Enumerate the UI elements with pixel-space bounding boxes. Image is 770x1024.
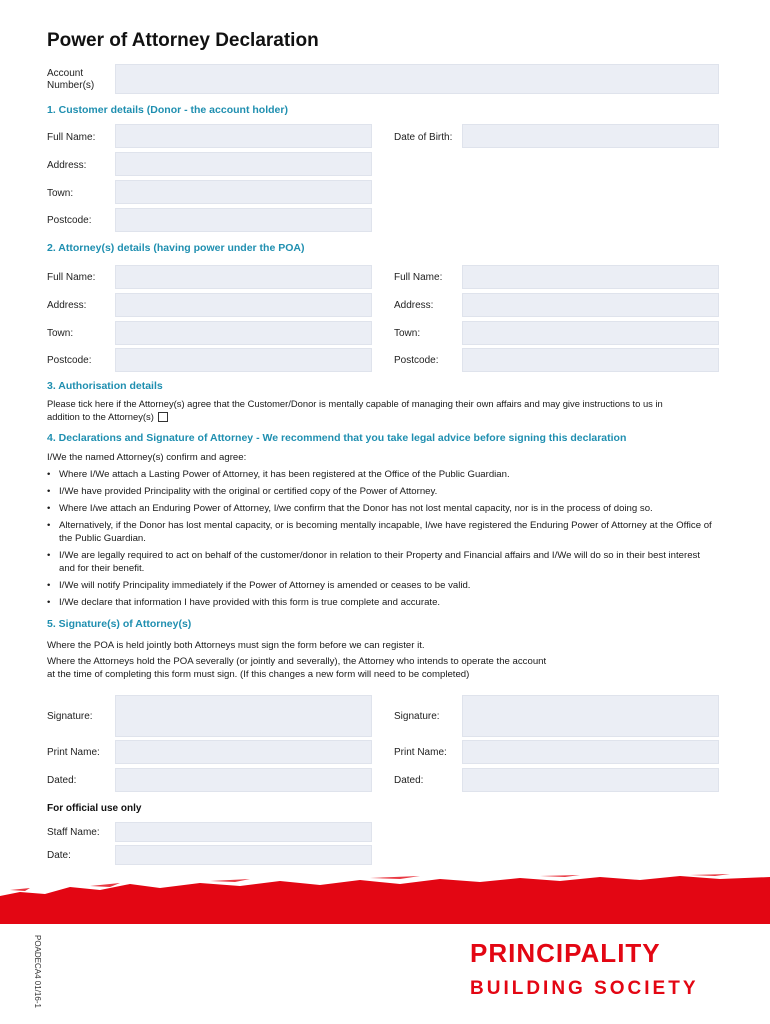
section5-heading: 5. Signature(s) of Attorney(s): [47, 618, 192, 630]
declaration-item: • I/We will notify Principality immediately if the Power of Attorney is amended or ceases to be valid.: [47, 579, 717, 592]
attorney1-postcode-label: Postcode:: [47, 355, 92, 366]
official-date-input[interactable]: [115, 845, 372, 865]
section2-heading: 2. Attorney(s) details (having power under the POA): [47, 242, 305, 254]
declaration-item: • I/We have provided Principality with the original or certified copy of the Power of Attorney.: [47, 485, 717, 498]
red-brush-band: [0, 872, 770, 924]
donor-town-input[interactable]: [115, 180, 372, 204]
donor-full-name-label: Full Name:: [47, 132, 96, 143]
page-title: Power of Attorney Declaration: [47, 30, 319, 51]
attorney2-print-name-label: Print Name:: [394, 747, 447, 758]
attorney1-dated-label: Dated:: [47, 775, 77, 786]
form-code: POADECA4 01/16-1: [33, 935, 42, 1008]
account-number-input[interactable]: [115, 64, 719, 94]
attorney1-full-name-input[interactable]: [115, 265, 372, 289]
declaration-item: • Where I/we attach an Enduring Power of Attorney, I/we confirm that the Donor has not lost mental capacity, nor is in the process of doing so.: [47, 502, 717, 515]
attorney2-dated-label: Dated:: [394, 775, 424, 786]
authorisation-checkbox[interactable]: [158, 412, 168, 422]
donor-postcode-input[interactable]: [115, 208, 372, 232]
donor-postcode-label: Postcode:: [47, 215, 92, 226]
signature-instructions: Where the POA is held jointly both Attorneys must sign the form before we can register it. Where the Attorneys hold the POA severally (or jointly and severally), the Attorney who intends to operate the account at the time of completing this form must sign. (If this changes a new form will need to be completed): [47, 640, 547, 680]
section1-heading: 1. Customer details (Donor - the account holder): [47, 104, 288, 116]
donor-full-name-input[interactable]: [115, 124, 372, 148]
logo-building-society: BUILDING SOCIETY: [470, 978, 699, 999]
declaration-item: • Alternatively, if the Donor has lost mental capacity, or is becoming mentally incapable, I/we have registered the Enduring Power of Attorney at the Office of the Public Guardian.: [47, 519, 717, 545]
attorney2-full-name-label: Full Name:: [394, 272, 443, 283]
donor-dob-input[interactable]: [462, 124, 719, 148]
official-use-heading: For official use only: [47, 803, 142, 814]
declaration-item: • I/We declare that information I have provided with this form is true complete and accurate.: [47, 596, 717, 609]
donor-address-input[interactable]: [115, 152, 372, 176]
attorney2-full-name-input[interactable]: [462, 265, 719, 289]
authorisation-text: Please tick here if the Attorney(s) agree that the Customer/Donor is mentally capable of managing their own affairs and may give instructions to us in addition to the Attorney(s): [47, 398, 663, 422]
attorney1-town-input[interactable]: [115, 321, 372, 345]
attorney2-postcode-label: Postcode:: [394, 355, 439, 366]
attorney2-town-input[interactable]: [462, 321, 719, 345]
attorney2-dated-input[interactable]: [462, 768, 719, 792]
attorney1-signature-label: Signature:: [47, 711, 93, 722]
attorney1-dated-input[interactable]: [115, 768, 372, 792]
account-number-label: Account Number(s): [47, 68, 95, 91]
staff-name-input[interactable]: [115, 822, 372, 842]
official-date-label: Date:: [47, 850, 71, 861]
section4-heading: 4. Declarations and Signature of Attorney - We recommend that you take legal advice before signing this declaration: [47, 432, 627, 444]
attorney2-signature-label: Signature:: [394, 711, 440, 722]
attorney2-postcode-input[interactable]: [462, 348, 719, 372]
declaration-intro: I/We the named Attorney(s) confirm and agree:: [47, 452, 247, 463]
attorney1-address-input[interactable]: [115, 293, 372, 317]
declaration-item: • I/We are legally required to act on behalf of the customer/donor in relation to their Property and Financial affairs and I/We will do so in their best interest and for their benefit.: [47, 549, 717, 575]
attorney1-signature-input[interactable]: [115, 695, 372, 737]
staff-name-label: Staff Name:: [47, 827, 100, 838]
attorney2-town-label: Town:: [394, 328, 421, 339]
attorney2-signature-input[interactable]: [462, 695, 719, 737]
attorney2-print-name-input[interactable]: [462, 740, 719, 764]
attorney2-address-label: Address:: [394, 300, 434, 311]
attorney1-address-label: Address:: [47, 300, 87, 311]
donor-address-label: Address:: [47, 160, 87, 171]
attorney1-town-label: Town:: [47, 328, 74, 339]
attorney1-print-name-label: Print Name:: [47, 747, 100, 758]
declaration-list: [47, 468, 717, 613]
logo-principality: PRINCIPALITY: [470, 938, 661, 968]
attorney1-print-name-input[interactable]: [115, 740, 372, 764]
donor-dob-label: Date of Birth:: [394, 132, 453, 143]
section3-heading: 3. Authorisation details: [47, 380, 163, 392]
attorney2-address-input[interactable]: [462, 293, 719, 317]
attorney1-full-name-label: Full Name:: [47, 272, 96, 283]
attorney1-postcode-input[interactable]: [115, 348, 372, 372]
donor-town-label: Town:: [47, 188, 74, 199]
declaration-item: • Where I/We attach a Lasting Power of Attorney, it has been registered at the Office of the Public Guardian.: [47, 468, 717, 481]
